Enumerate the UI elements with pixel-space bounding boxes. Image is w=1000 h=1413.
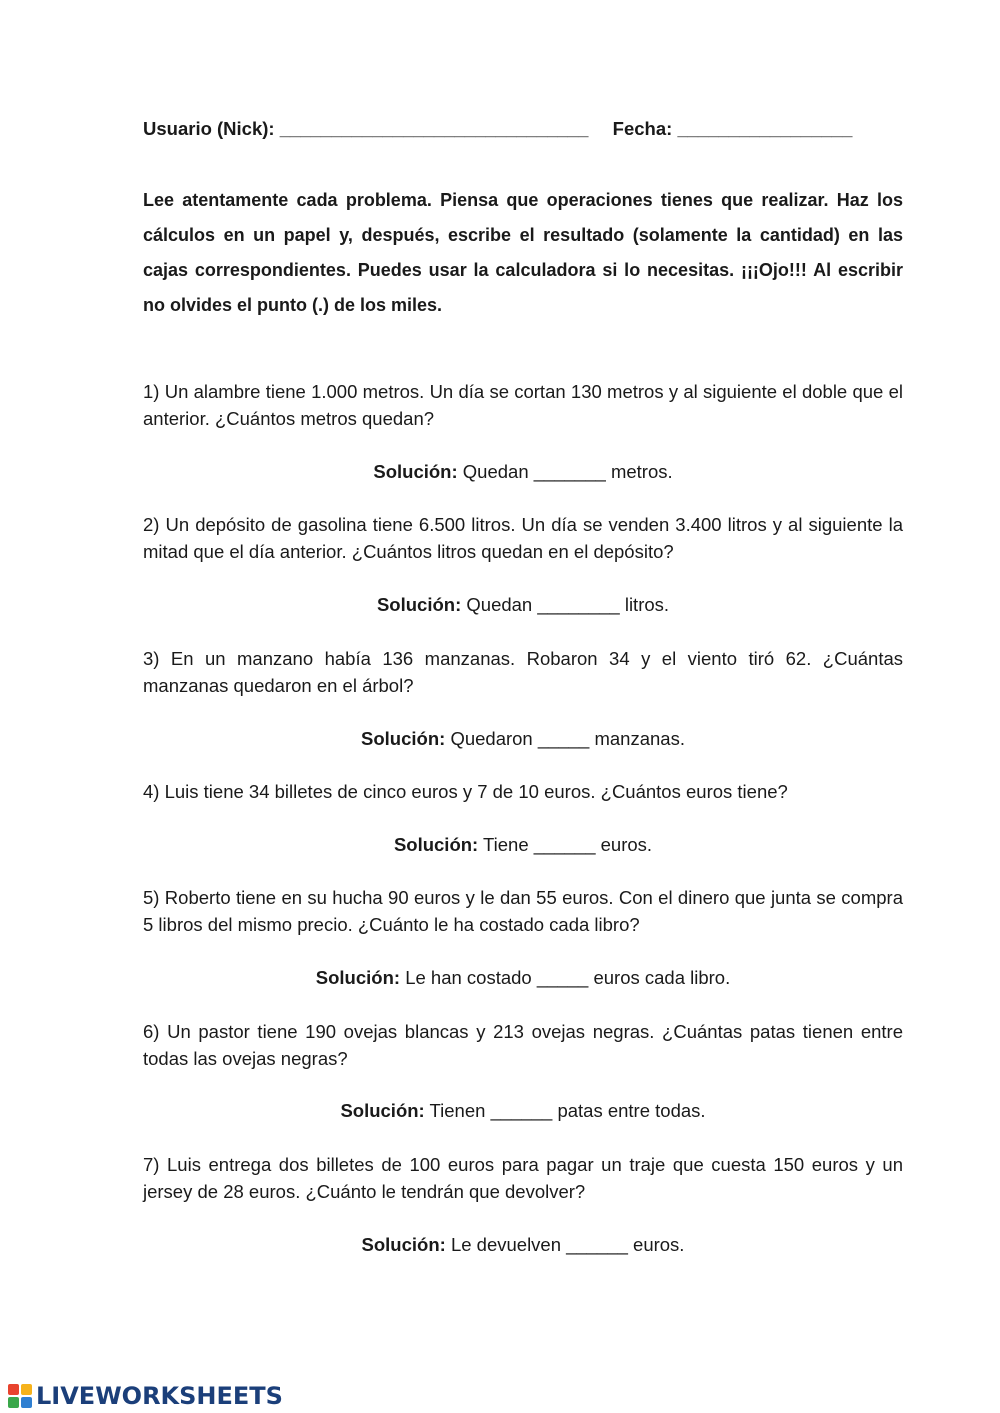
- solution-before: Le devuelven: [450, 1234, 562, 1255]
- solution-2: [143, 594, 903, 616]
- solution-5: [143, 967, 903, 989]
- logo-grid-icon: [8, 1383, 34, 1409]
- solution-4: [143, 834, 903, 856]
- logo-square-red: [8, 1384, 19, 1395]
- answer-blank-2[interactable]: ________: [537, 594, 620, 615]
- solution-7: [143, 1234, 903, 1256]
- answer-blank-1[interactable]: _______: [533, 461, 606, 482]
- instructions: Lee atentamente cada problema. Piensa que operaciones tienes que realizar. Haz los cálculos en un papel y, después, escribe el resultado (solamente la cantidad) en las cajas correspondientes. Puedes usar la calculadora si lo necesitas. ¡¡¡Ojo!!! Al escribir no olvides el punto (.) de los miles.: [143, 190, 903, 315]
- answer-blank-6[interactable]: ______: [490, 1100, 553, 1121]
- solution-before: Le han costado: [405, 967, 532, 988]
- solution-label: Solución:: [373, 461, 458, 482]
- solution-label: Solución:: [315, 967, 401, 988]
- problem-5: 5) Roberto tiene en su hucha 90 euros y le dan 55 euros. Con el dinero que junta se compra 5 libros del mismo precio. ¿Cuánto le ha costado cada libro?: [143, 887, 903, 935]
- solution-1: [143, 461, 903, 483]
- solution-after: litros.: [624, 594, 670, 615]
- answer-blank-5[interactable]: _____: [536, 967, 589, 988]
- logo-text: LIVEWORKSHEETS: [36, 1382, 283, 1410]
- solution-label: Solución:: [393, 834, 479, 855]
- logo-square-yellow: [21, 1384, 32, 1395]
- answer-blank-3[interactable]: _____: [537, 728, 590, 749]
- solution-before: Tienen: [429, 1100, 486, 1121]
- solution-after: euros.: [600, 834, 653, 855]
- user-label: Usuario (Nick):: [143, 118, 275, 139]
- solution-label: Solución:: [376, 594, 462, 615]
- solution-before: Quedaron: [450, 728, 533, 749]
- solution-before: Quedan: [466, 594, 533, 615]
- solution-before: Tiene: [483, 834, 529, 855]
- date-label: Fecha:: [612, 118, 673, 139]
- user-blank[interactable]: ______________________________: [279, 118, 589, 139]
- solution-after: manzanas.: [594, 728, 685, 749]
- solution-label: Solución:: [361, 1234, 446, 1255]
- logo-square-green: [8, 1397, 19, 1408]
- problem-2: 2) Un depósito de gasolina tiene 6.500 litros. Un día se venden 3.400 litros y al siguiente la mitad que el día anterior. ¿Cuántos litros quedan en el depósito?: [143, 514, 903, 562]
- problem-7: 7) Luis entrega dos billetes de 100 euros para pagar un traje que cuesta 150 euros y un jersey de 28 euros. ¿Cuánto le tendrán que devolver?: [143, 1154, 903, 1202]
- solution-after: euros.: [633, 1234, 685, 1255]
- solution-after: euros cada libro.: [593, 967, 731, 988]
- solution-after: patas entre todas.: [557, 1100, 706, 1121]
- problem-4: 4) Luis tiene 34 billetes de cinco euros y 7 de 10 euros. ¿Cuántos euros tiene?: [143, 781, 788, 802]
- problem-1: 1) Un alambre tiene 1.000 metros. Un día se cortan 130 metros y al siguiente el doble que el anterior. ¿Cuántos metros quedan?: [143, 381, 903, 429]
- liveworksheets-logo[interactable]: [8, 1381, 283, 1411]
- solution-6: [143, 1100, 903, 1122]
- solution-before: Quedan: [462, 461, 529, 482]
- solution-label: Solución:: [340, 1100, 425, 1121]
- header-line: [143, 118, 903, 140]
- date-blank[interactable]: _________________: [677, 118, 853, 139]
- logo-square-blue: [21, 1397, 32, 1408]
- solution-label: Solución:: [361, 728, 446, 749]
- problem-6: 6) Un pastor tiene 190 ovejas blancas y 213 ovejas negras. ¿Cuántas patas tienen entre todas las ovejas negras?: [143, 1021, 903, 1069]
- solution-after: metros.: [610, 461, 673, 482]
- answer-blank-4[interactable]: ______: [533, 834, 596, 855]
- answer-blank-7[interactable]: ______: [566, 1234, 628, 1255]
- solution-3: [143, 728, 903, 750]
- problem-3: 3) En un manzano había 136 manzanas. Robaron 34 y el viento tiró 62. ¿Cuántas manzanas quedaron en el árbol?: [143, 648, 903, 696]
